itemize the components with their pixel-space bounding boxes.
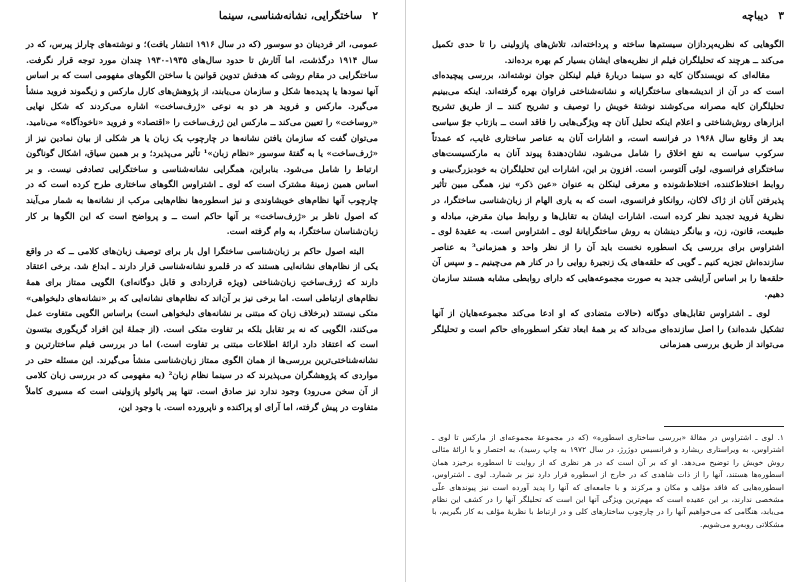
right-paragraph-1: الگوهایی که نظریه‌پردازان سیستم‌ها ساخته و پرداخته‌اند، تلاش‌های پازولینی را تا حدی تکمیل می‌کند ــ هرچند که تحلیلگران فیلم از نظریه‌های ایشان بسیار کم بهره برده‌اند. bbox=[432, 40, 784, 66]
left-page-body bbox=[26, 38, 378, 416]
right-page-number: ۳ bbox=[778, 10, 784, 22]
right-running-head: دیباچه bbox=[741, 10, 768, 22]
right-footnote: ۱. لوی ـ اشتراوس در مقالهٔ «بررسی ساختاری اسطوره» (که در مجموعهٔ مجموعه‌ای از مارکس تا لوی ـ اشتراوس، به ویراستاری ریشارد و فرانسیس دوژرژ، در سال ۱۹۷۲ به چاپ رسید)، به اختصار و با ارائهٔ مثالی روش خویش را توضیح می‌دهد. او که بر آن است که در هر نظری که از روایت تا اسطوره برخیزد همان اسطوره‌ها هستند، آنها را از ذات شاهدی که در خارج از اسطوره قرار دارد نیز بر شمارد. لوی ـ اشتراوس، اسطوره‌هایی که فاقد مؤلف و مکان و مرکزند و با جامعه‌ای که آنها را پدید آورده است نیز پیوندهای علّی مشخصی ندارند، بر این عقیده است که مهم‌ترین ویژگی آنها این است که تحلیلگر آنها را در کشف این نظام می‌یابد، هنگامی که می‌خواهیم آنها را در چارچوب ساختارهای کلی و در ارتباط با نظریهٔ مؤلف به کار بگیریم، با مشکلاتی روبه‌رو می‌شویم. bbox=[432, 433, 784, 529]
footnote-rule bbox=[664, 426, 784, 427]
left-running-head: ساختگرایی، نشانه‌شناسی، سینما bbox=[218, 10, 362, 22]
left-paragraph-2: البته اصول حاکم بر زبان‌شناسی ساختگرا اول بار برای توصیف زبان‌های کلامی ــ که در واقع یکی از نظام‌های نشانه‌ایی هستند که در قلمرو نشانه‌شناسی قرار دارند ـ ابداع شد. برخی اعتقاد دارند که ژرف‌ساختِ زبان‌شناختی (ویژه قراردادی و قابل دوگانه‌ای) الگویی ممتاز برای همهٔ نظام‌های ارتباطی است. اما برخی نیز بر آن‌اند که نظام‌های نشانه‌ایی که بر «نشانه‌های دلبخواهی» متکی نیستند (برخلاف زبان که مبتنی بر نشانه‌های دلبخواهی است) براساس الگویی متفاوت عمل می‌کنند، الگویی که نه بر تقابل بلکه بر تفاوت متکی است. (از جملهٔ این افراد گریگوری بیتسون است که اعتقاد دارد ارائهٔ اطلاعات مبتنی بر تفاوت است.) اما در بررسی فیلم ساختارترین و نشانه‌شناختی‌ترین بررسی‌ها از همان الگوی ممتاز زبان‌شناسی منشأ می‌گیرند. این مسئله حتی در مواردی که پژوهشگران می‌پذیرند که در سینما نظام زبان² (به مفهومی که در بررسی زبان کلامی از آن سخن می‌رود) وجود ندارد نیز صادق است. تنها پیر پائولو پازولینی است که مسیری کاملاً متفاوت در پیش گرفته، اما آرای او پراکنده و ناپرورده است. با وجود این، bbox=[26, 246, 378, 413]
page-gutter bbox=[405, 0, 406, 582]
left-page-header bbox=[26, 10, 378, 30]
left-page bbox=[8, 0, 396, 582]
left-page-number: ۲ bbox=[372, 10, 378, 22]
right-paragraph-3: لوی ـ اشتراوس تقابل‌های دوگانه (حالات متضادی که او ادعا می‌کند مجموعه‌هایان از آنها تشکیل شده‌اند) را اصل سازنده‌ای می‌داند که بر همهٔ ابعاد تفکر اسطوره‌ای حاکم است و تحلیلگر می‌تواند از طریق بررسی همزمانی bbox=[432, 309, 784, 351]
right-page-body bbox=[432, 38, 784, 354]
right-page bbox=[414, 0, 802, 582]
right-paragraph-2: مقاله‌ای که نویسندگان کایه دو سینما دربارهٔ فیلم لینکلن جوان نوشته‌اند، بررسی پیچیده‌ای است که در آن از اندیشه‌های ساختگرایانه و نشانه‌شناختی فراوان بهره گرفته‌اند. اینکه می‌بینیم تحلیلگران کایه مصرانه می‌کوشند نوشتهٔ خویش را توصیف و تشریح کنند ــ از طریق تشریح ابزارهای روش‌شناختی و اعلام اینکه تحلیل آنان چه ویژگی‌هایی را فاقد است ــ بازتاب جوّ سیاسی بعد از وقایع سال ۱۹۶۸ در فرانسه است، و اشارات آنان به عناصر ساختاری غایب، که عمدتاً سرکوب سیاست به نفع اخلاق را شامل می‌شود، نشان‌دهندهٔ پیوند آنان به مارکسیست‌های ساختگرای فرانسوی، لوئی آلتوسر، است. افزون بر این، اشارات این تحلیلگران به خودبزرگ‌بینی و روابط اختلاط‌کننده، اختلاط‌شونده و معرفی لینکلن به عنوان «عین ذکر» نیز، همگی مبین تأثیر پذیرفتن آنان از ژاک لاکان، روانکاو فرانسوی، است که به یاری الهام از زبان‌شناسی ساختگرا، در نظریهٔ فروید تجدید نظر کرده است. اشارات ایشان به تقابل‌ها و روابط میان مقرض، مبادله و طبیعت، قانون، زن، و بیانگر دینشان به روش ساختگرایانهٔ لوی ـ اشتراوس است. به عقیدهٔ لوی ـ اشتراوس برای بررسی یک اسطوره نخست باید آن را از نظر واحد و همزمانی³ به عناصر سازنده‌اش تجزیه کنیم ـ گویی که حلقه‌های یک زنجیرهٔ روایی را در کنار هم می‌چینیم ـ و سپس آن حلقه‌ها را بر اساس آرایشی جدید به صورت مجموعه‌هایی که دارای روابطی مشابه هستند سازمان دهیم. bbox=[432, 71, 784, 300]
right-page-header bbox=[432, 10, 784, 30]
left-paragraph-1: عمومی، اثر فردینان دو سوسور (که در سال ۱۹۱۶ انتشار یافت)؛ و نوشته‌های چارلز پیرس، که در سال ۱۹۱۴ درگذشت، اما آثارش تا حدود سال‌های ۱۹۳۵-۱۹۳۰ چندان مورد توجه قرار نگرفت. ساختگرایی در مقام روشی که هدفش تدوین قوانین یا ساختن الگوهای مفهومی است که بر اساس آنها نمودها یا پدیده‌ها شکل و سازمان می‌یابند، از پژوهش‌های کارل مارکس و زیگموند فروید منشأ می‌گیرد. مارکس و فروید هر دو به نوعی «ژرف‌ساخت» اشاره می‌کردند که شکل نهایی «روساخت» را تعیین می‌کند ــ مارکس این ژرف‌ساخت را «اقتصاد» و فروید «ناخودآگاه» می‌نامید. می‌توان گفت که سازمان یافتن نشانه‌ها در چارچوب یک زبان یا هر شکلی از بیان نمادین نیز از «ژرف‌ساخت» یا به گفتهٔ سوسور «نظام زبان»¹ تأثیر می‌پذیرد؛ و بر همین سیاق، اشکال گوناگون ارتباط را شامل می‌شود. بنابراین، همگرایی نشانه‌شناسی و ساختگرایی تصادفی نیست. و بر اساس همین زمینهٔ مشترک است که لوی ـ اشتراوس الگوهای ساختاری طرح کرده است که در چارچوب آنها نظام‌های خویشاوندی و نیز اسطوره‌ها نظام‌هایی مرکب از نشانه‌ها به شمار می‌آیند که اصول ناظر بر «ژرف‌ساخت» بر آنها حاکم است ــ و پرواضح است که این الگوها بر کار زبان‌شناسان ساختگرا، به وام گرفته است. bbox=[26, 40, 378, 238]
